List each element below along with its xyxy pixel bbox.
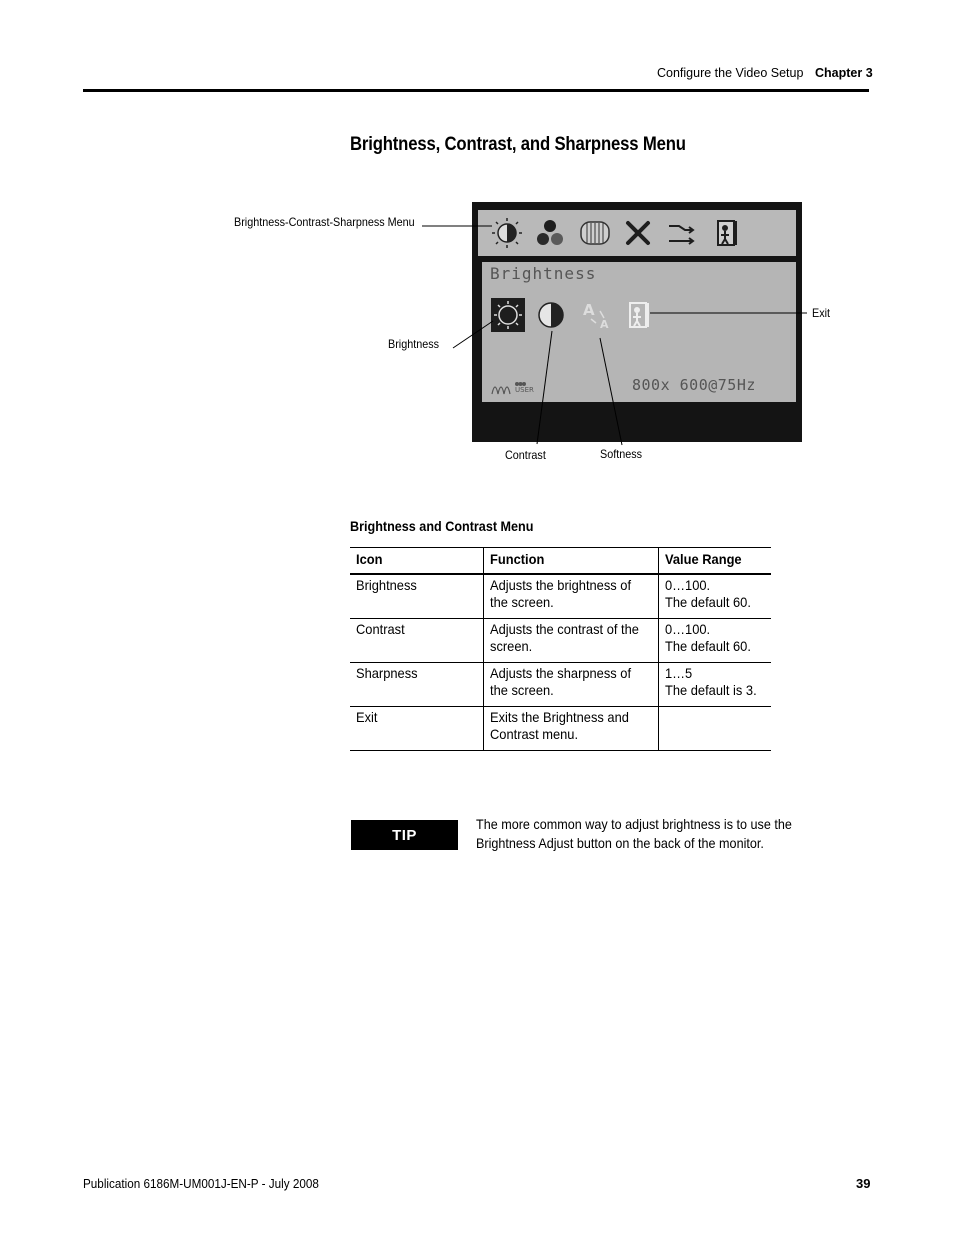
svg-text:A: A xyxy=(600,318,609,331)
leader-brightness xyxy=(453,321,493,348)
leader-softness xyxy=(600,338,622,445)
cell-function: Adjusts the contrast of the screen. xyxy=(483,618,658,662)
table-header-row xyxy=(350,548,771,575)
svg-text:A: A xyxy=(583,301,595,319)
cell-icon: Exit xyxy=(356,708,378,725)
leader-contrast xyxy=(537,331,552,444)
cell-range: 1…5 The default is 3. xyxy=(658,662,771,706)
callout-softness: Softness xyxy=(600,447,643,461)
callout-brightness: Brightness xyxy=(388,337,440,351)
cell-icon: Brightness xyxy=(356,577,417,593)
osd-title: Brightness xyxy=(490,264,597,283)
menu-table xyxy=(350,547,771,751)
tip-text: The more common way to adjust brightness is to use the Brightness Adjust button on the back of the monitor. xyxy=(476,816,792,851)
cell-range xyxy=(658,706,771,750)
column-header-value-range: Value Range xyxy=(658,548,771,575)
column-header-function: Function xyxy=(483,548,658,575)
osd-resolution: 800x 600@75Hz xyxy=(632,376,756,394)
callout-leader-lines xyxy=(0,0,954,500)
table-caption: Brightness and Contrast Menu xyxy=(350,518,534,534)
running-header-section: Configure the Video Setup xyxy=(657,66,804,80)
table-row xyxy=(350,574,771,618)
cell-function: Adjusts the sharpness of the screen. xyxy=(483,662,658,706)
cell-icon: Sharpness xyxy=(356,664,418,681)
table-row xyxy=(350,662,771,706)
cell-function: Exits the Brightness and Contrast menu. xyxy=(483,706,658,750)
tip-label: TIP xyxy=(351,820,458,850)
cell-range: 0…100. The default 60. xyxy=(658,618,771,662)
callout-menu: Brightness-Contrast-Sharpness Menu xyxy=(234,215,415,229)
page-number: 39 xyxy=(856,1176,871,1191)
cell-function: Adjusts the brightness of the screen. xyxy=(483,574,658,618)
running-header-chapter: Chapter 3 xyxy=(815,66,873,80)
column-header-icon: Icon xyxy=(356,551,383,567)
table-row xyxy=(350,706,771,750)
footer-publication: Publication 6186M-UM001J-EN-P - July 2008 xyxy=(83,1176,319,1191)
callout-contrast: Contrast xyxy=(505,448,546,462)
cell-icon: Contrast xyxy=(356,620,405,637)
section-title: Brightness, Contrast, and Sharpness Menu xyxy=(350,134,686,155)
callout-exit: Exit xyxy=(812,306,831,320)
osd-user-label: USER xyxy=(515,386,534,394)
cell-range: 0…100. The default 60. xyxy=(658,574,771,618)
table-row xyxy=(350,618,771,662)
